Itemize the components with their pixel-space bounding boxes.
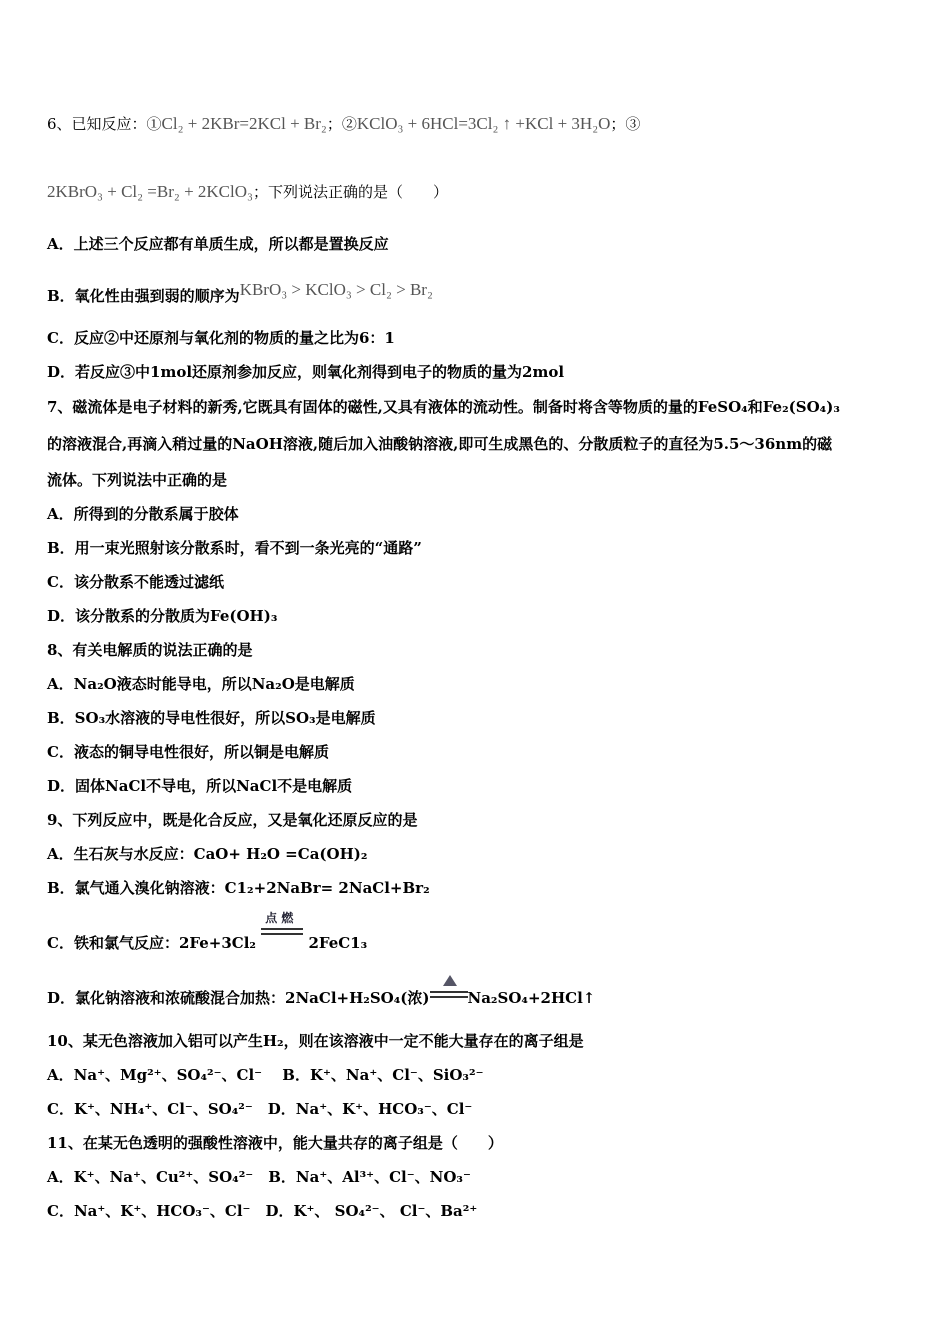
heat-triangle-icon — [443, 975, 457, 986]
q6-equation-1: Cl₂ + 2KBr=2KCl + Br₂ — [161, 114, 327, 133]
heat-condition-arrow — [430, 983, 468, 1007]
q6-sep-3: ；③ — [610, 115, 641, 133]
q6-option-b — [47, 280, 433, 306]
q6-sep-2: ；② — [326, 115, 357, 133]
q6-option-b-equation: KBrO₃ > KClO₃ > Cl₂ > Br₂ — [239, 280, 433, 299]
q9-option-c-post: 2FeC1₃ — [308, 934, 368, 952]
q10-options-ab: A．Na⁺、Mg²⁺、SO₄²⁻、Cl⁻ B．K⁺、Na⁺、Cl⁻、SiO₃²⁻ — [47, 1066, 484, 1084]
q11-options-cd: C．Na⁺、K⁺、HCO₃⁻、Cl⁻ D．K⁺、 SO₄²⁻、 Cl⁻、Ba²⁺ — [47, 1202, 478, 1220]
ignition-label: 点 燃 — [265, 911, 294, 925]
equals-bar-bottom — [430, 996, 468, 998]
q6-equation-3: 2KBrO₃ + Cl₂ =Br₂ + 2KClO₃ — [47, 182, 253, 201]
q6-prefix: 6、已知反应：① — [47, 115, 162, 133]
q8-option-a: A．Na₂O液态时能导电，所以Na₂O是电解质 — [47, 675, 355, 693]
q6-option-d: D．若反应③中1mol还原剂参加反应，则氧化剂得到电子的物质的量为2mol — [47, 363, 565, 381]
q8-option-b: B．SO₃水溶液的导电性很好，所以SO₃是电解质 — [47, 709, 376, 727]
q7-stem-line-1: 7、磁流体是电子材料的新秀,它既具有固体的磁性,又具有液体的流动性。制备时将含等物质的量的FeSO₄和Fe₂(SO₄)₃ — [47, 398, 840, 416]
q7-option-b: B．用一束光照射该分散系时，看不到一条光亮的“通路” — [47, 539, 422, 557]
q6-option-b-text: B．氧化性由强到弱的顺序为 — [47, 287, 240, 305]
q6-stem-2 — [47, 182, 448, 202]
q9-option-d-post: Na₂SO₄+2HCl↑ — [467, 989, 596, 1007]
q7-stem-line-3: 流体。下列说法中正确的是 — [47, 471, 228, 489]
q9-option-d-pre: D．氯化钠溶液和浓硫酸混合加热：2NaCl+H₂SO₄(浓) — [47, 989, 430, 1007]
equals-bar-top — [430, 991, 468, 993]
q9-option-c — [47, 911, 368, 953]
q9-option-d — [47, 983, 595, 1008]
q9-stem: 9、下列反应中，既是化合反应，又是氧化还原反应的是 — [47, 811, 418, 829]
q7-option-d: D．该分散系的分散质为Fe(OH)₃ — [47, 607, 278, 625]
q11-stem: 11、在某无色透明的强酸性溶液中，能大量共存的离子组是（ ） — [47, 1134, 503, 1152]
q6-stem — [47, 114, 640, 134]
q6-question: ；下列说法正确的是（ ） — [252, 183, 448, 201]
q6-option-a: A．上述三个反应都有单质生成，所以都是置换反应 — [47, 235, 389, 253]
ignition-condition-arrow — [261, 911, 303, 950]
q9-option-c-pre: C．铁和氯气反应：2Fe+3Cl₂ — [47, 934, 256, 952]
equals-bar-bottom — [261, 933, 303, 935]
q7-stem-line-2: 的溶液混合,再滴入稍过量的NaOH溶液,随后加入油酸钠溶液,即可生成黑色的、分散质粒子的直径为5.5～36nm的磁 — [47, 435, 833, 453]
q10-stem: 10、某无色溶液加入铝可以产生H₂，则在该溶液中一定不能大量存在的离子组是 — [47, 1032, 584, 1050]
q9-option-b: B．氯气通入溴化钠溶液：C1₂+2NaBr= 2NaCl+Br₂ — [47, 879, 430, 897]
equals-bar-top — [261, 928, 303, 930]
q9-option-a: A．生石灰与水反应：CaO+ H₂O =Ca(OH)₂ — [47, 845, 368, 863]
q8-option-c: C．液态的铜导电性很好，所以铜是电解质 — [47, 743, 329, 761]
q11-options-ab: A．K⁺、Na⁺、Cu²⁺、SO₄²⁻ B．Na⁺、Al³⁺、Cl⁻、NO₃⁻ — [47, 1168, 471, 1186]
q7-option-a: A．所得到的分散系属于胶体 — [47, 505, 239, 523]
q7-option-c: C．该分散系不能透过滤纸 — [47, 573, 224, 591]
q6-option-c: C．反应②中还原剂与氧化剂的物质的量之比为6：1 — [47, 329, 395, 347]
q8-option-d: D．固体NaCl不导电，所以NaCl不是电解质 — [47, 777, 353, 795]
q6-equation-2: KClO₃ + 6HCl=3Cl₂ ↑ +KCl + 3H₂O — [356, 114, 611, 133]
q8-stem: 8、有关电解质的说法正确的是 — [47, 641, 253, 659]
q10-options-cd: C．K⁺、NH₄⁺、Cl⁻、SO₄²⁻ D．Na⁺、K⁺、HCO₃⁻、Cl⁻ — [47, 1100, 473, 1118]
